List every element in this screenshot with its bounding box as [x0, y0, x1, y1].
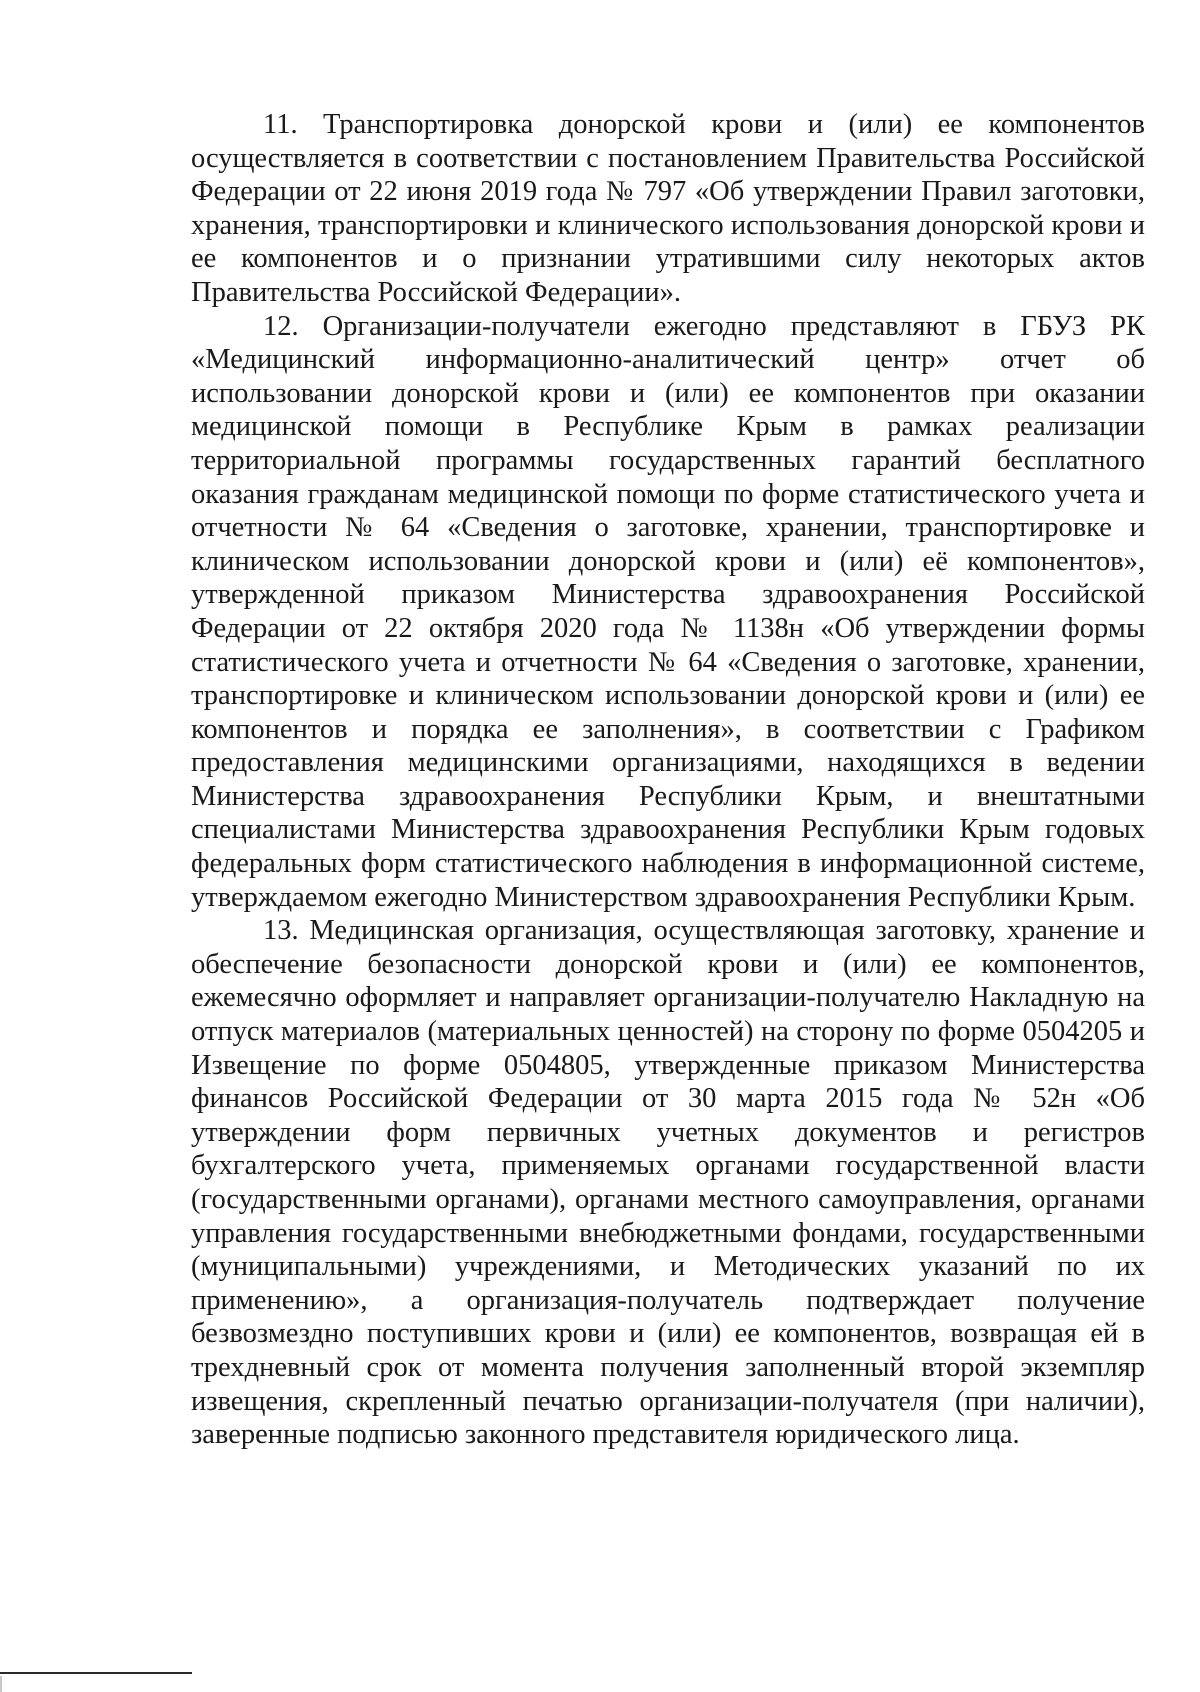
- scan-edge-mark: [0, 1676, 2, 1692]
- document-body: [191, 108, 1145, 1452]
- paragraph-11: 11. Транспортировка донорской крови и (или) ее компонентов осуществляется в соответствии с постановлением Правительства Российской Федерации от 22 июня 2019 года № 797 «Об утверждении Правил заготовки, хранения, транспортировки и клинического использования донорской крови и ее компонентов и о признании утратившими силу некоторых актов Правительства Российской Федерации».: [191, 109, 1145, 308]
- footnote-separator-line: [0, 1672, 192, 1674]
- paragraph-13: 13. Медицинская организация, осуществляющая заготовку, хранение и обеспечение безопасности донорской крови и (или) ее компонентов, ежемесячно оформляет и направляет организации-получателю Накладную на отпуск материалов (материальных ценностей) на сторону по форме 0504205 и Извещение по форме 0504805, утвержденные приказом Министерства финансов Российской Федерации от 30 марта 2015 года № 52н «Об утверждении форм первичных учетных документов и регистров бухгалтерского учета, применяемых органами государственной власти (государственными органами), органами местного самоуправления, органами управления государственными внебюджетными фондами, государственными (муниципальными) учреждениями, и Методических указаний по их применению», а организация-получатель подтверждает получение безвозмездно поступивших крови и (или) ее компонентов, возвращая ей в трехдневный срок от момента получения заполненный второй экземпляр извещения, скрепленный печатью организации-получателя (при наличии), заверенные подписью законного представителя юридического лица.: [191, 915, 1145, 1451]
- paragraph-12: 12. Организации-получатели ежегодно представляют в ГБУЗ РК «Медицинский информационно-аналитический центр» отчет об использовании донорской крови и (или) ее компонентов при оказании медицинской помощи в Республике Крым в рамках реализации территориальной программы государственных гарантий бесплатного оказания гражданам медицинской помощи по форме статистического учета и отчетности № 64 «Сведения о заготовке, хранении, транспортировке и клиническом использовании донорской крови и (или) её компонентов», утвержденной приказом Министерства здравоохранения Российской Федерации от 22 октября 2020 года № 1138н «Об утверждении формы статистического учета и отчетности № 64 «Сведения о заготовке, хранении, транспортировке и клиническом использовании донорской крови и (или) ее компонентов и порядка ее заполнения», в соответствии с Графиком предоставления медицинскими организациями, находящихся в ведении Министерства здравоохранения Республики Крым, и внештатными специалистами Министерства здравоохранения Республики Крым годовых федеральных форм статистического наблюдения в информационной системе, утверждаемом ежегодно Министерством здравоохранения Республики Крым.: [191, 310, 1145, 913]
